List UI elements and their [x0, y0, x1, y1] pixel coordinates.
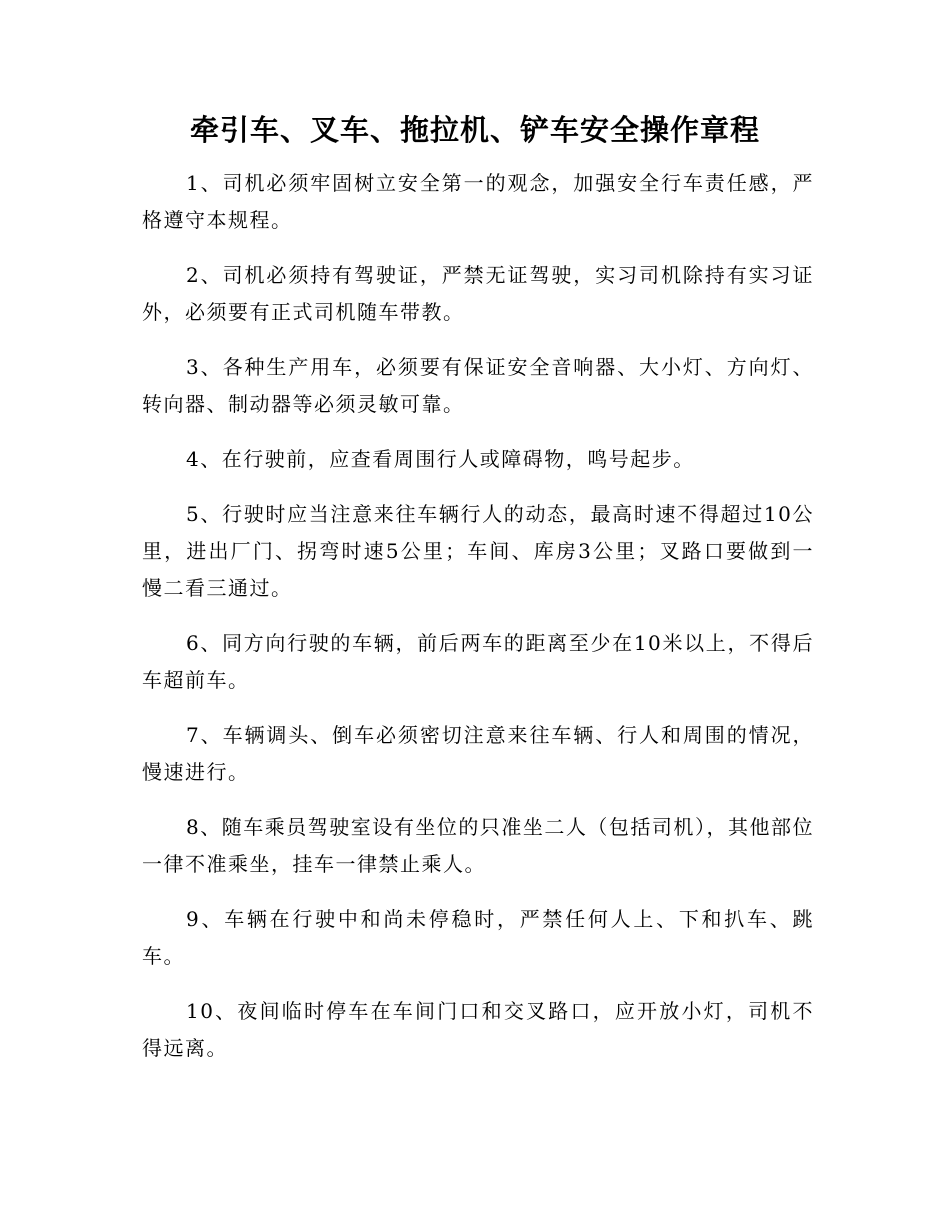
- rule-paragraph-3: 3、各种生产用车，必须要有保证安全音响器、大小灯、方向灯、转向器、制动器等必须灵敏可靠。: [142, 355, 814, 416]
- rule-paragraph-4: 4、在行驶前，应查看周围行人或障碍物，鸣号起步。: [186, 447, 695, 471]
- rule-paragraph-8: 8、随车乘员驾驶室设有坐位的只准坐二人（包括司机），其他部位一律不准乘坐，挂车一律禁止乘人。: [142, 815, 814, 876]
- rule-paragraph-1: 1、司机必须牢固树立安全第一的观念，加强安全行车责任感，严格遵守本规程。: [142, 171, 814, 232]
- rule-paragraph-7: 7、车辆调头、倒车必须密切注意来往车辆、行人和周围的情况，慢速进行。: [142, 723, 814, 784]
- rule-paragraph-5: 5、行驶时应当注意来往车辆行人的动态，最高时速不得超过10公里，进出厂门、拐弯时速5公里；车间、库房3公里；叉路口要做到一慢二看三通过。: [142, 502, 814, 600]
- rule-paragraph-6: 6、同方向行驶的车辆，前后两车的距离至少在10米以上，不得后车超前车。: [142, 631, 814, 692]
- document-body: [142, 165, 814, 1085]
- rule-paragraph-10: 10、夜间临时停车在车间门口和交叉路口，应开放小灯，司机不得远离。: [142, 999, 814, 1060]
- document-title: 牵引车、叉车、拖拉机、铲车安全操作章程: [189, 113, 760, 147]
- rule-paragraph-2: 2、司机必须持有驾驶证，严禁无证驾驶，实习司机除持有实习证外，必须要有正式司机随车带教。: [142, 263, 814, 324]
- rule-paragraph-9: 9、车辆在行驶中和尚未停稳时，严禁任何人上、下和扒车、跳车。: [142, 907, 814, 968]
